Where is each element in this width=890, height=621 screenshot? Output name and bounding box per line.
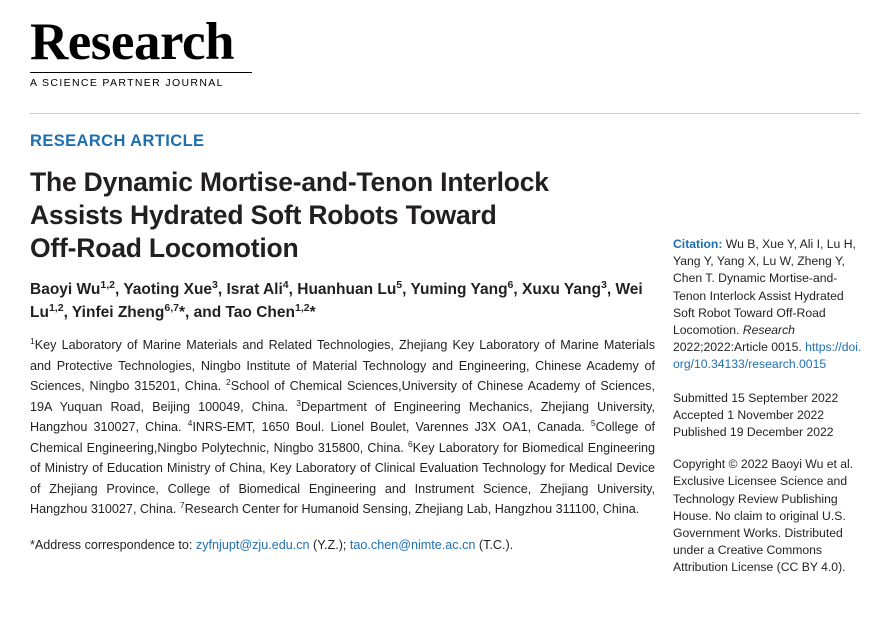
dates-block <box>673 390 863 442</box>
journal-subtitle: A SCIENCE PARTNER JOURNAL <box>30 77 224 89</box>
journal-masthead <box>30 14 252 89</box>
published-date: Published 19 December 2022 <box>673 425 834 440</box>
affiliations: $^1$Key Laboratory of Marine Materials and Related Technologies, Zhejiang Key Laboratory of Marine Materials and Protective Technologies, Ningbo Institute of Material Technology and Engineering, Chinese Academy of Sciences, Ningbo 315201, China. $^2$School of Chemical Sciences,University of Chinese Academy of Sciences, 19A Yuquan Road, Beijing 100049, China. $^3$Department of Engineering Mechanics, Zhejiang University, Hangzhou 310027, China. $^4$INRS-EMT, 1650 Boul. Lionel Boulet, Varennes J3X OA1, Canada. $^5$College of Chemical Engineering,Ningbo Polytechnic, Ningbo 315800, China. $^6$Key Laboratory for Biomedical Engineering of Ministry of Education Ministry of China, Key Laboratory of Clinical Evaluation Technology for Medical Device of Zhejiang Province, College of Biomedical Engineering and Instrument Science, Zhejiang University, Hangzhou 310027, China. $^7$Research Center for Humanoid Sensing, Zhejiang Lab, Hangzhou 311100, China. <box>30 335 655 516</box>
title-line-3: Off-Road Locomotion <box>30 233 299 263</box>
journal-title: Research <box>30 13 235 71</box>
author-list: Baoyi Wu$^{1,2}$, Yaoting Xue$^3$, Israt Ali$^4$, Huanhuan Lu$^5$, Yuming Yang$^6$, Xuxu Yang$^3$, Wei Lu$^{1,2}$, Yinfei Zheng$^{6,7}$*, and Tao Chen$^{1,2}$* <box>30 278 643 321</box>
citation-journal-name: Research <box>742 323 795 338</box>
copyright-block: Copyright © 2022 Baoyi Wu et al. Exclusive Licensee Science and Technology Review Publishing House. No claim to original U.S. Government Works. Distributed under a Creative Commons Attribution License (CC BY 4.0). <box>673 457 854 575</box>
title-line-1: The Dynamic Mortise-and-Tenon Interlock <box>30 167 549 197</box>
accepted-date: Accepted 1 November 2022 <box>673 407 825 422</box>
title-line-2: Assists Hydrated Soft Robots Toward <box>30 200 497 230</box>
citation-block <box>673 236 863 374</box>
correspondence-separator-2: (T.C.). <box>475 537 514 552</box>
header-divider <box>30 113 860 114</box>
article-metadata-sidebar <box>673 236 863 592</box>
article-type-label: RESEARCH ARTICLE <box>30 132 205 150</box>
citation-label: Citation: <box>673 237 723 251</box>
page-title <box>30 166 655 265</box>
citation-volume-article: 2022;2022:Article 0015. <box>673 340 806 355</box>
corresponding-email-link-1[interactable]: zyfnjupt@zju.edu.cn <box>195 537 310 552</box>
corresponding-email-link-2[interactable]: tao.chen@nimte.ac.cn <box>349 537 476 552</box>
correspondence-separator-1: (Y.Z.); <box>309 537 350 552</box>
citation-text: Wu B, Xue Y, Ali I, Lu H, Yang Y, Yang X, Lu W, Zheng Y, Chen T. Dynamic Mortise-and-Tenon Interlock Assist Hydrated Soft Robot Toward Off-Road Locomotion. <box>673 237 856 338</box>
citation-doi-link[interactable]: https://doi.org/10.34133/research.0015 <box>673 340 862 372</box>
article-main-column <box>30 166 655 555</box>
correspondence-prefix: *Address correspondence to: <box>30 537 196 552</box>
correspondence-line <box>30 535 655 555</box>
submitted-date: Submitted 15 September 2022 <box>673 390 839 405</box>
